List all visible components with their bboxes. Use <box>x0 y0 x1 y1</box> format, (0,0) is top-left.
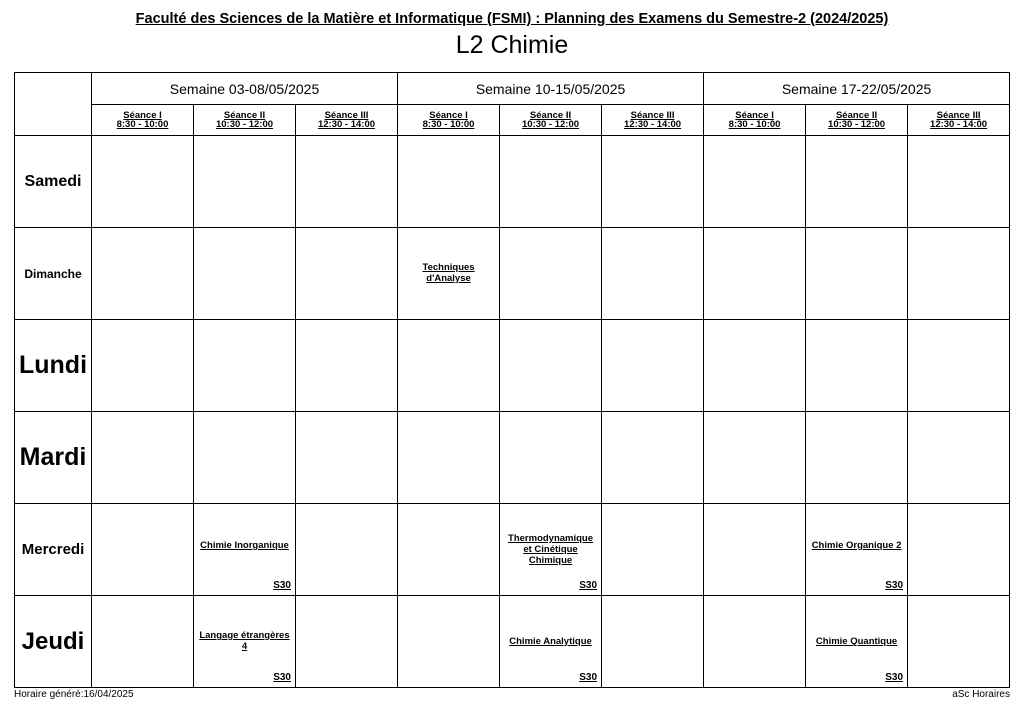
schedule-cell <box>908 596 1010 688</box>
exam-schedule-table <box>14 72 1010 688</box>
slot-time: 8:30 - 10:00 <box>422 119 475 130</box>
schedule-cell <box>194 228 296 320</box>
slot-name: Séance II <box>835 110 878 121</box>
schedule-cell <box>908 504 1010 596</box>
slot-time: 12:30 - 14:00 <box>624 119 682 130</box>
schedule-cell <box>704 596 806 688</box>
schedule-cell <box>500 504 602 596</box>
schedule-cell <box>806 504 908 596</box>
exam-room: S30 <box>273 672 291 683</box>
slot-header <box>194 105 296 136</box>
day-row-dimanche <box>15 228 1010 320</box>
schedule-cell <box>602 596 704 688</box>
slot-header <box>398 105 500 136</box>
slot-name: Séance III <box>324 110 369 121</box>
schedule-cell <box>194 412 296 504</box>
slot-time: 12:30 - 14:00 <box>317 119 376 130</box>
schedule-cell <box>296 136 398 228</box>
schedule-cell <box>398 504 500 596</box>
schedule-cell <box>908 228 1010 320</box>
slot-name: Séance I <box>123 110 162 121</box>
schedule-cell <box>602 320 704 412</box>
schedule-cell <box>92 412 194 504</box>
slot-name: Séance I <box>429 110 468 121</box>
day-label: Samedi <box>15 136 92 228</box>
schedule-cell <box>92 596 194 688</box>
schedule-cell <box>806 136 908 228</box>
schedule-cell <box>398 136 500 228</box>
slot-header <box>92 105 194 136</box>
schedule-cell <box>296 596 398 688</box>
slot-name: Séance III <box>630 110 675 121</box>
schedule-cell <box>92 228 194 320</box>
slot-header <box>704 105 806 136</box>
schedule-cell <box>398 412 500 504</box>
slot-header <box>296 105 398 136</box>
schedule-cell <box>704 228 806 320</box>
exam-subject: Langage étrangères 4 <box>199 630 290 652</box>
page-title: Faculté des Sciences de la Matière et Informatique (FSMI) : Planning des Examens du Semestre-2 (2024/2025) <box>135 11 889 27</box>
schedule-cell <box>500 228 602 320</box>
day-label: Jeudi <box>15 596 92 688</box>
schedule-cell <box>602 412 704 504</box>
slot-name: Séance III <box>936 110 981 121</box>
schedule-cell <box>194 504 296 596</box>
schedule-cell <box>908 320 1010 412</box>
slot-time: 8:30 - 10:00 <box>728 119 781 130</box>
schedule-cell <box>500 136 602 228</box>
day-row-jeudi <box>15 596 1010 688</box>
week-header-row <box>15 73 1010 105</box>
day-label: Lundi <box>15 320 92 412</box>
schedule-cell <box>806 596 908 688</box>
exam-room: S30 <box>885 580 904 591</box>
schedule-cell <box>704 136 806 228</box>
slot-time: 8:30 - 10:00 <box>116 119 169 130</box>
schedule-cell <box>92 504 194 596</box>
class-name: L2 Chimie <box>455 31 569 59</box>
day-label: Mercredi <box>15 504 92 596</box>
slot-name: Séance I <box>735 110 774 121</box>
schedule-cell <box>602 136 704 228</box>
schedule-cell <box>806 320 908 412</box>
exam-room: S30 <box>885 672 904 683</box>
schedule-cell <box>806 228 908 320</box>
exam-subject: Thermodynamique et Cinétique Chimique <box>508 533 594 566</box>
schedule-cell <box>194 320 296 412</box>
schedule-cell <box>908 136 1010 228</box>
day-row-mercredi <box>15 504 1010 596</box>
exam-subject: Chimie Organique 2 <box>811 540 902 551</box>
day-row-mardi <box>15 412 1010 504</box>
schedule-cell <box>704 412 806 504</box>
schedule-cell <box>602 504 704 596</box>
day-label: Mardi <box>15 412 92 504</box>
slot-header <box>500 105 602 136</box>
schedule-cell <box>704 504 806 596</box>
schedule-cell <box>500 596 602 688</box>
slot-header <box>908 105 1010 136</box>
exam-subject: Chimie Quantique <box>815 636 898 647</box>
schedule-cell <box>398 596 500 688</box>
corner-cell <box>15 73 92 136</box>
schedule-cell <box>92 136 194 228</box>
schedule-cell <box>92 320 194 412</box>
schedule-cell <box>704 320 806 412</box>
schedule-cell <box>500 320 602 412</box>
schedule-cell <box>296 412 398 504</box>
slot-time: 12:30 - 14:00 <box>930 119 988 130</box>
day-label: Dimanche <box>15 228 92 320</box>
week-header-1: Semaine 03-08/05/2025 <box>92 73 398 105</box>
day-row-samedi <box>15 136 1010 228</box>
exam-room: S30 <box>579 672 598 683</box>
exam-room: S30 <box>273 580 291 591</box>
schedule-cell <box>908 412 1010 504</box>
week-header-3: Semaine 17-22/05/2025 <box>704 73 1010 105</box>
slot-time: 10:30 - 12:00 <box>828 119 886 130</box>
exam-subject: Chimie Analytique <box>509 636 592 647</box>
exam-subject: Techniques d'Analyse <box>422 262 475 284</box>
schedule-cell <box>296 504 398 596</box>
schedule-cell <box>296 228 398 320</box>
schedule-cell <box>602 228 704 320</box>
generated-date: Horaire généré:16/04/2025 <box>14 689 134 700</box>
slot-name: Séance II <box>223 110 266 121</box>
slot-header <box>806 105 908 136</box>
exam-room: S30 <box>579 580 598 591</box>
slot-name: Séance II <box>529 110 572 121</box>
schedule-cell <box>398 228 500 320</box>
day-row-lundi <box>15 320 1010 412</box>
schedule-cell <box>806 412 908 504</box>
schedule-cell <box>296 320 398 412</box>
schedule-cell <box>398 320 500 412</box>
schedule-cell <box>194 596 296 688</box>
slot-time: 10:30 - 12:00 <box>522 119 580 130</box>
schedule-cell <box>194 136 296 228</box>
exam-subject: Chimie Inorganique <box>200 540 289 551</box>
slot-time: 10:30 - 12:00 <box>215 119 274 130</box>
software-credit: aSc Horaires <box>952 689 1010 700</box>
slot-header-row <box>15 105 1010 136</box>
week-header-2: Semaine 10-15/05/2025 <box>398 73 704 105</box>
schedule-cell <box>500 412 602 504</box>
slot-header <box>602 105 704 136</box>
